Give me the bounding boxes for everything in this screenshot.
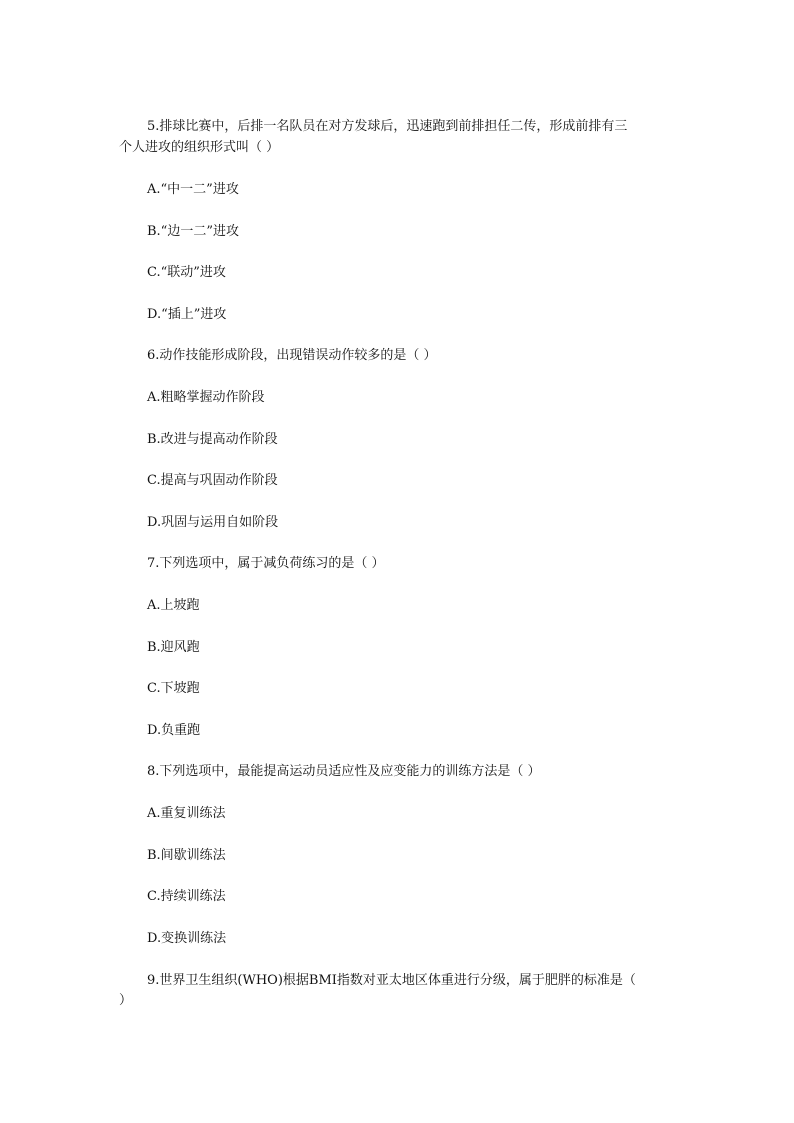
question-9-stem-continued: ）	[119, 993, 133, 1008]
question-7-option-a: A.上坡跑	[147, 598, 200, 613]
question-5-stem-continued: 个人进攻的组织形式叫（ ）	[119, 140, 280, 155]
question-9-stem: 9.世界卫生组织(WHO)根据BMI指数对亚太地区体重进行分级，属于肥胖的标准是（	[147, 973, 636, 988]
question-7-option-c: C.下坡跑	[147, 681, 200, 696]
question-5-stem: 5.排球比赛中，后排一名队员在对方发球后，迅速跑到前排担任二传，形成前排有三	[147, 119, 628, 134]
question-5-option-c: C.“联动”进攻	[147, 265, 226, 280]
question-8-option-a: A.重复训练法	[147, 806, 226, 821]
question-8-option-b: B.间歇训练法	[147, 848, 226, 863]
question-5-option-a: A.“中一二”进攻	[147, 182, 239, 197]
question-6-option-d: D.巩固与运用自如阶段	[147, 515, 279, 530]
question-8-stem: 8.下列选项中，最能提高运动员适应性及应变能力的训练方法是（ ）	[147, 764, 541, 779]
question-5-option-b: B.“边一二”进攻	[147, 224, 239, 239]
question-7-stem: 7.下列选项中，属于减负荷练习的是（ ）	[147, 556, 385, 571]
question-6-option-a: A.粗略掌握动作阶段	[147, 390, 265, 405]
question-7-option-d: D.负重跑	[147, 723, 201, 738]
question-6-option-c: C.提高与巩固动作阶段	[147, 473, 278, 488]
question-6-stem: 6.动作技能形成阶段，出现错误动作较多的是（ ）	[147, 348, 437, 363]
question-6-option-b: B.改进与提高动作阶段	[147, 432, 278, 447]
question-8-option-c: C.持续训练法	[147, 889, 226, 904]
question-8-option-d: D.变换训练法	[147, 931, 227, 946]
question-7-option-b: B.迎风跑	[147, 640, 200, 655]
question-5-option-d: D.“插上”进攻	[147, 307, 227, 322]
